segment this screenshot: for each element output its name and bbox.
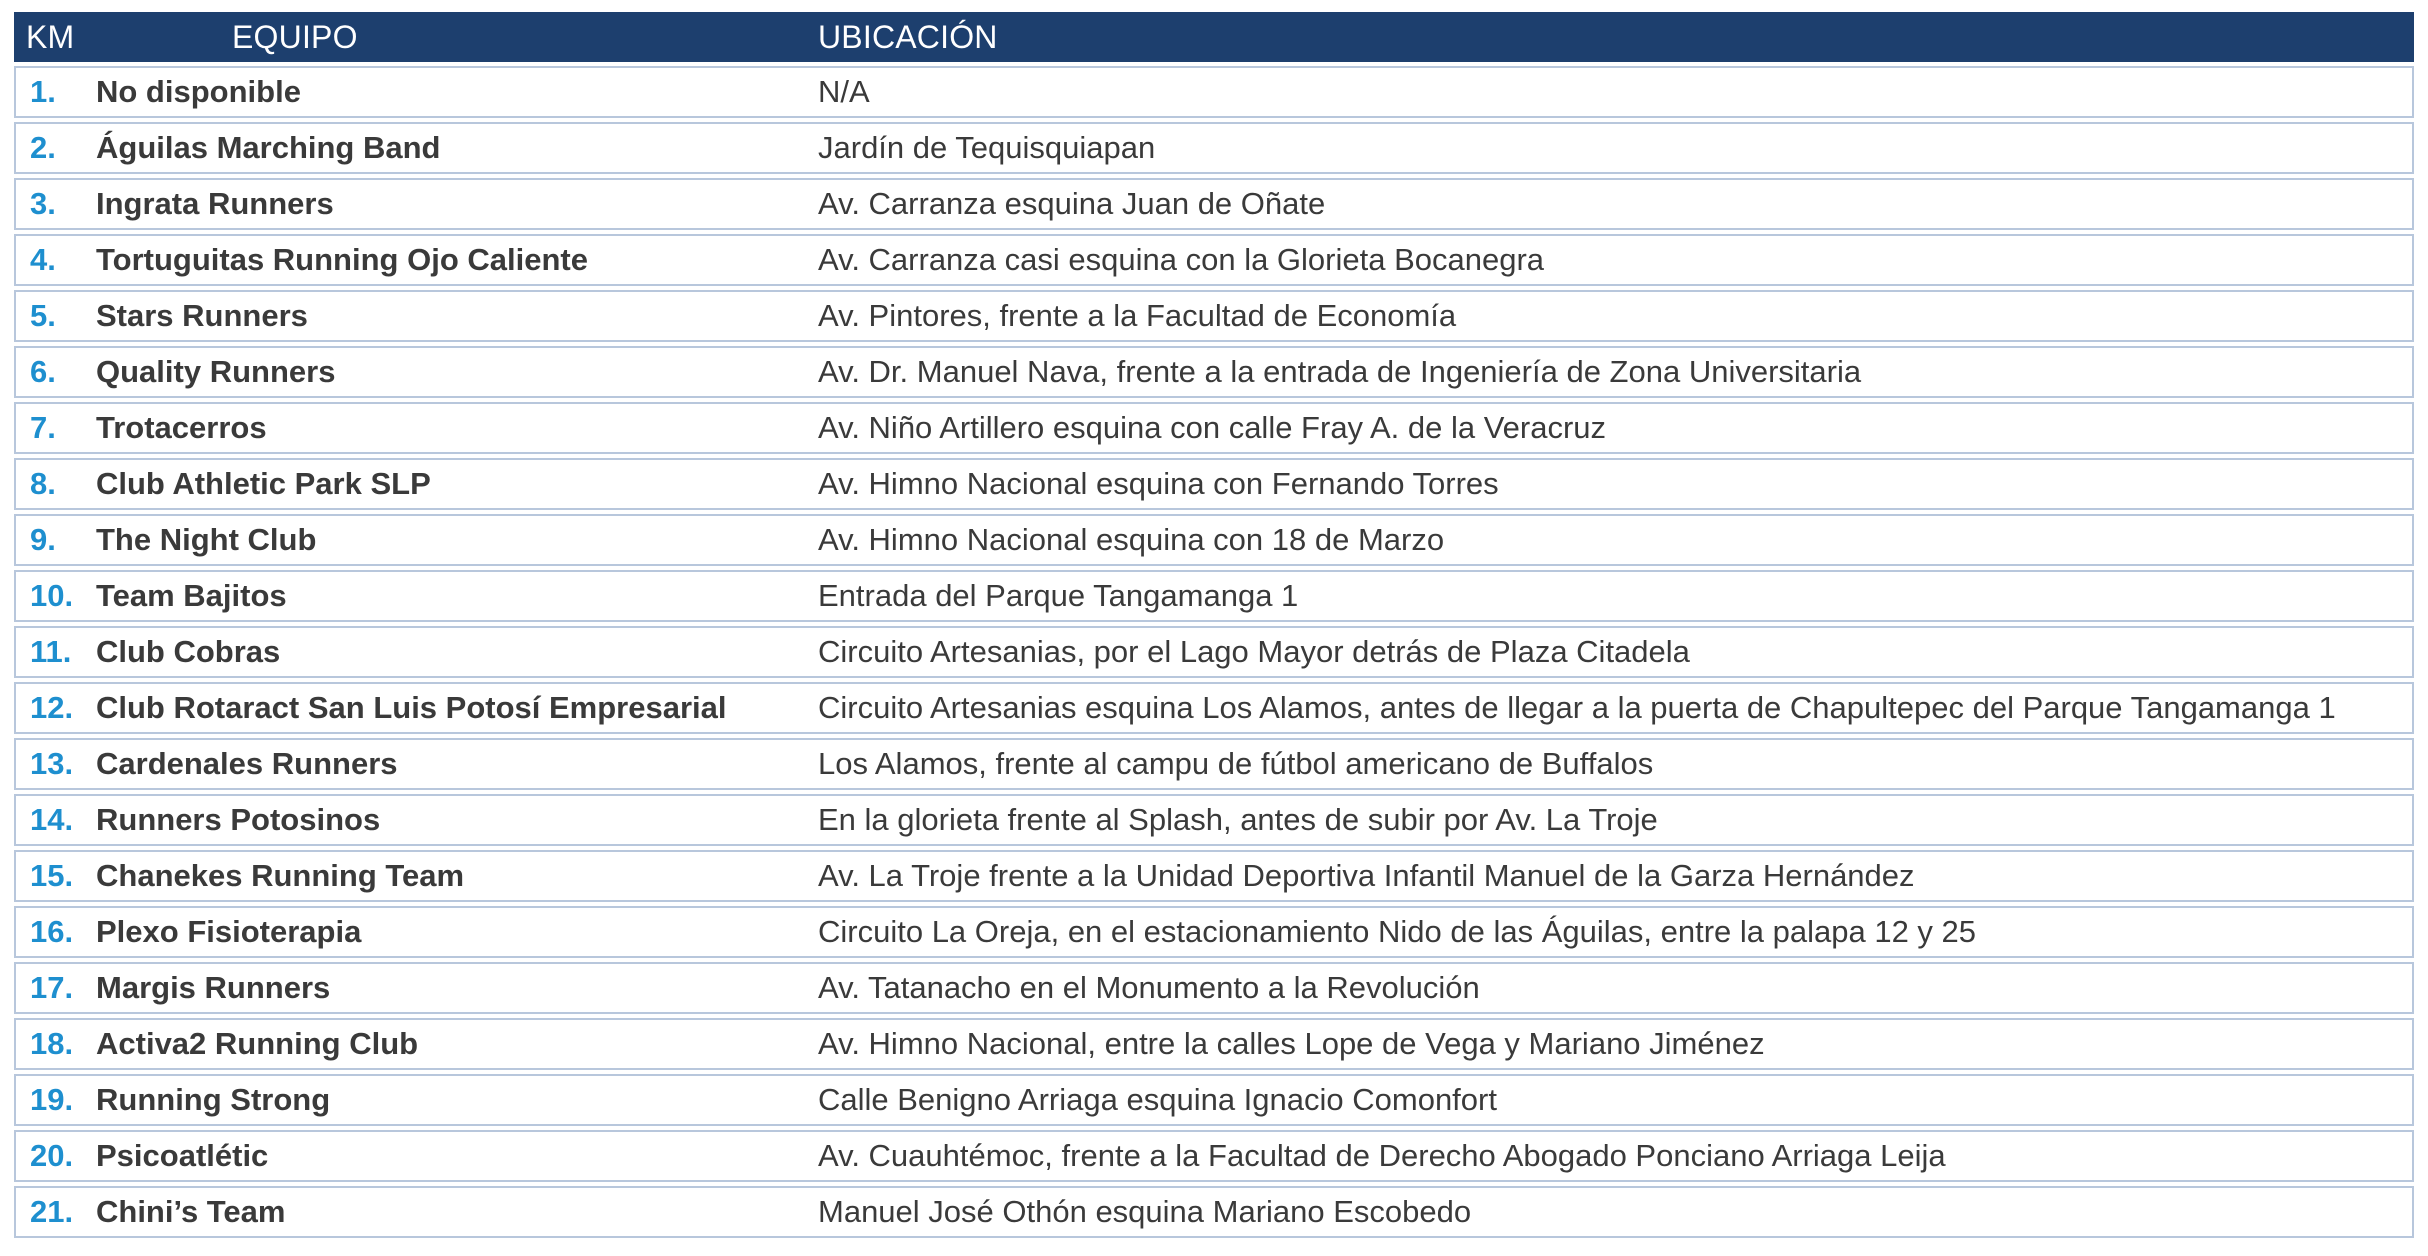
location: Av. Niño Artillero esquina con calle Fray A. de la Veracruz — [812, 402, 2414, 454]
team-name: Psicoatlétic — [82, 1130, 812, 1182]
location: Av. Cuauhtémoc, frente a la Facultad de Derecho Abogado Ponciano Arriaga Leija — [812, 1130, 2414, 1182]
km-number: 4. — [14, 234, 82, 286]
team-name: Team Bajitos — [82, 570, 812, 622]
km-number: 17. — [14, 962, 82, 1014]
table-row — [14, 1074, 2414, 1126]
table-row — [14, 234, 2414, 286]
km-number: 20. — [14, 1130, 82, 1182]
location: Av. La Troje frente a la Unidad Deportiva Infantil Manuel de la Garza Hernández — [812, 850, 2414, 902]
table-body — [14, 66, 2414, 1238]
table-row — [14, 1018, 2414, 1070]
km-number: 1. — [14, 66, 82, 118]
cheer-stations-table-container — [14, 12, 2414, 1242]
location: Calle Benigno Arriaga esquina Ignacio Comonfort — [812, 1074, 2414, 1126]
location: Av. Carranza casi esquina con la Glorieta Bocanegra — [812, 234, 2414, 286]
team-name: Plexo Fisioterapia — [82, 906, 812, 958]
location: Circuito La Oreja, en el estacionamiento Nido de las Águilas, entre la palapa 12 y 25 — [812, 906, 2414, 958]
team-name: Running Strong — [82, 1074, 812, 1126]
team-name: Chanekes Running Team — [82, 850, 812, 902]
table-row — [14, 682, 2414, 734]
table-row — [14, 458, 2414, 510]
location: Av. Pintores, frente a la Facultad de Economía — [812, 290, 2414, 342]
km-number: 19. — [14, 1074, 82, 1126]
location: Entrada del Parque Tangamanga 1 — [812, 570, 2414, 622]
table-row — [14, 626, 2414, 678]
table-row — [14, 290, 2414, 342]
km-number: 21. — [14, 1186, 82, 1238]
location: Av. Himno Nacional, entre la calles Lope de Vega y Mariano Jiménez — [812, 1018, 2414, 1070]
km-number: 16. — [14, 906, 82, 958]
km-number: 15. — [14, 850, 82, 902]
table-row — [14, 906, 2414, 958]
team-name: No disponible — [82, 66, 812, 118]
team-name: Trotacerros — [82, 402, 812, 454]
km-number: 14. — [14, 794, 82, 846]
location: Circuito Artesanias, por el Lago Mayor detrás de Plaza Citadela — [812, 626, 2414, 678]
team-name: Activa2 Running Club — [82, 1018, 812, 1070]
header-row — [14, 12, 2414, 62]
km-number: 5. — [14, 290, 82, 342]
location: Manuel José Othón esquina Mariano Escobedo — [812, 1186, 2414, 1238]
table-row — [14, 738, 2414, 790]
team-name: Club Rotaract San Luis Potosí Empresarial — [82, 682, 812, 734]
location: Av. Carranza esquina Juan de Oñate — [812, 178, 2414, 230]
km-number: 12. — [14, 682, 82, 734]
team-name: Chini’s Team — [82, 1186, 812, 1238]
location: En la glorieta frente al Splash, antes de subir por Av. La Troje — [812, 794, 2414, 846]
table-row — [14, 794, 2414, 846]
table-row — [14, 962, 2414, 1014]
cheer-stations-table — [14, 8, 2414, 1242]
team-name: Club Cobras — [82, 626, 812, 678]
km-number: 2. — [14, 122, 82, 174]
km-number: 8. — [14, 458, 82, 510]
km-number: 3. — [14, 178, 82, 230]
location: Los Alamos, frente al campu de fútbol americano de Buffalos — [812, 738, 2414, 790]
km-number: 11. — [14, 626, 82, 678]
table-row — [14, 122, 2414, 174]
km-number: 7. — [14, 402, 82, 454]
location: N/A — [812, 66, 2414, 118]
header-km: KM — [14, 12, 82, 62]
team-name: Runners Potosinos — [82, 794, 812, 846]
location: Av. Himno Nacional esquina con Fernando Torres — [812, 458, 2414, 510]
location: Circuito Artesanias esquina Los Alamos, antes de llegar a la puerta de Chapultepec del Parque Tangamanga 1 — [812, 682, 2414, 734]
header-location: UBICACIÓN — [812, 12, 2414, 62]
table-row — [14, 1130, 2414, 1182]
location: Av. Himno Nacional esquina con 18 de Marzo — [812, 514, 2414, 566]
header-team: EQUIPO — [82, 12, 812, 62]
table-header — [14, 12, 2414, 62]
team-name: Cardenales Runners — [82, 738, 812, 790]
table-row — [14, 346, 2414, 398]
location: Av. Tatanacho en el Monumento a la Revolución — [812, 962, 2414, 1014]
table-row — [14, 402, 2414, 454]
team-name: Águilas Marching Band — [82, 122, 812, 174]
table-row — [14, 850, 2414, 902]
table-row — [14, 514, 2414, 566]
team-name: Margis Runners — [82, 962, 812, 1014]
team-name: Quality Runners — [82, 346, 812, 398]
team-name: Club Athletic Park SLP — [82, 458, 812, 510]
table-row — [14, 570, 2414, 622]
team-name: Tortuguitas Running Ojo Caliente — [82, 234, 812, 286]
km-number: 9. — [14, 514, 82, 566]
team-name: The Night Club — [82, 514, 812, 566]
team-name: Stars Runners — [82, 290, 812, 342]
table-row — [14, 1186, 2414, 1238]
km-number: 6. — [14, 346, 82, 398]
km-number: 10. — [14, 570, 82, 622]
location: Jardín de Tequisquiapan — [812, 122, 2414, 174]
table-row — [14, 66, 2414, 118]
table-row — [14, 178, 2414, 230]
team-name: Ingrata Runners — [82, 178, 812, 230]
km-number: 13. — [14, 738, 82, 790]
km-number: 18. — [14, 1018, 82, 1070]
location: Av. Dr. Manuel Nava, frente a la entrada de Ingeniería de Zona Universitaria — [812, 346, 2414, 398]
